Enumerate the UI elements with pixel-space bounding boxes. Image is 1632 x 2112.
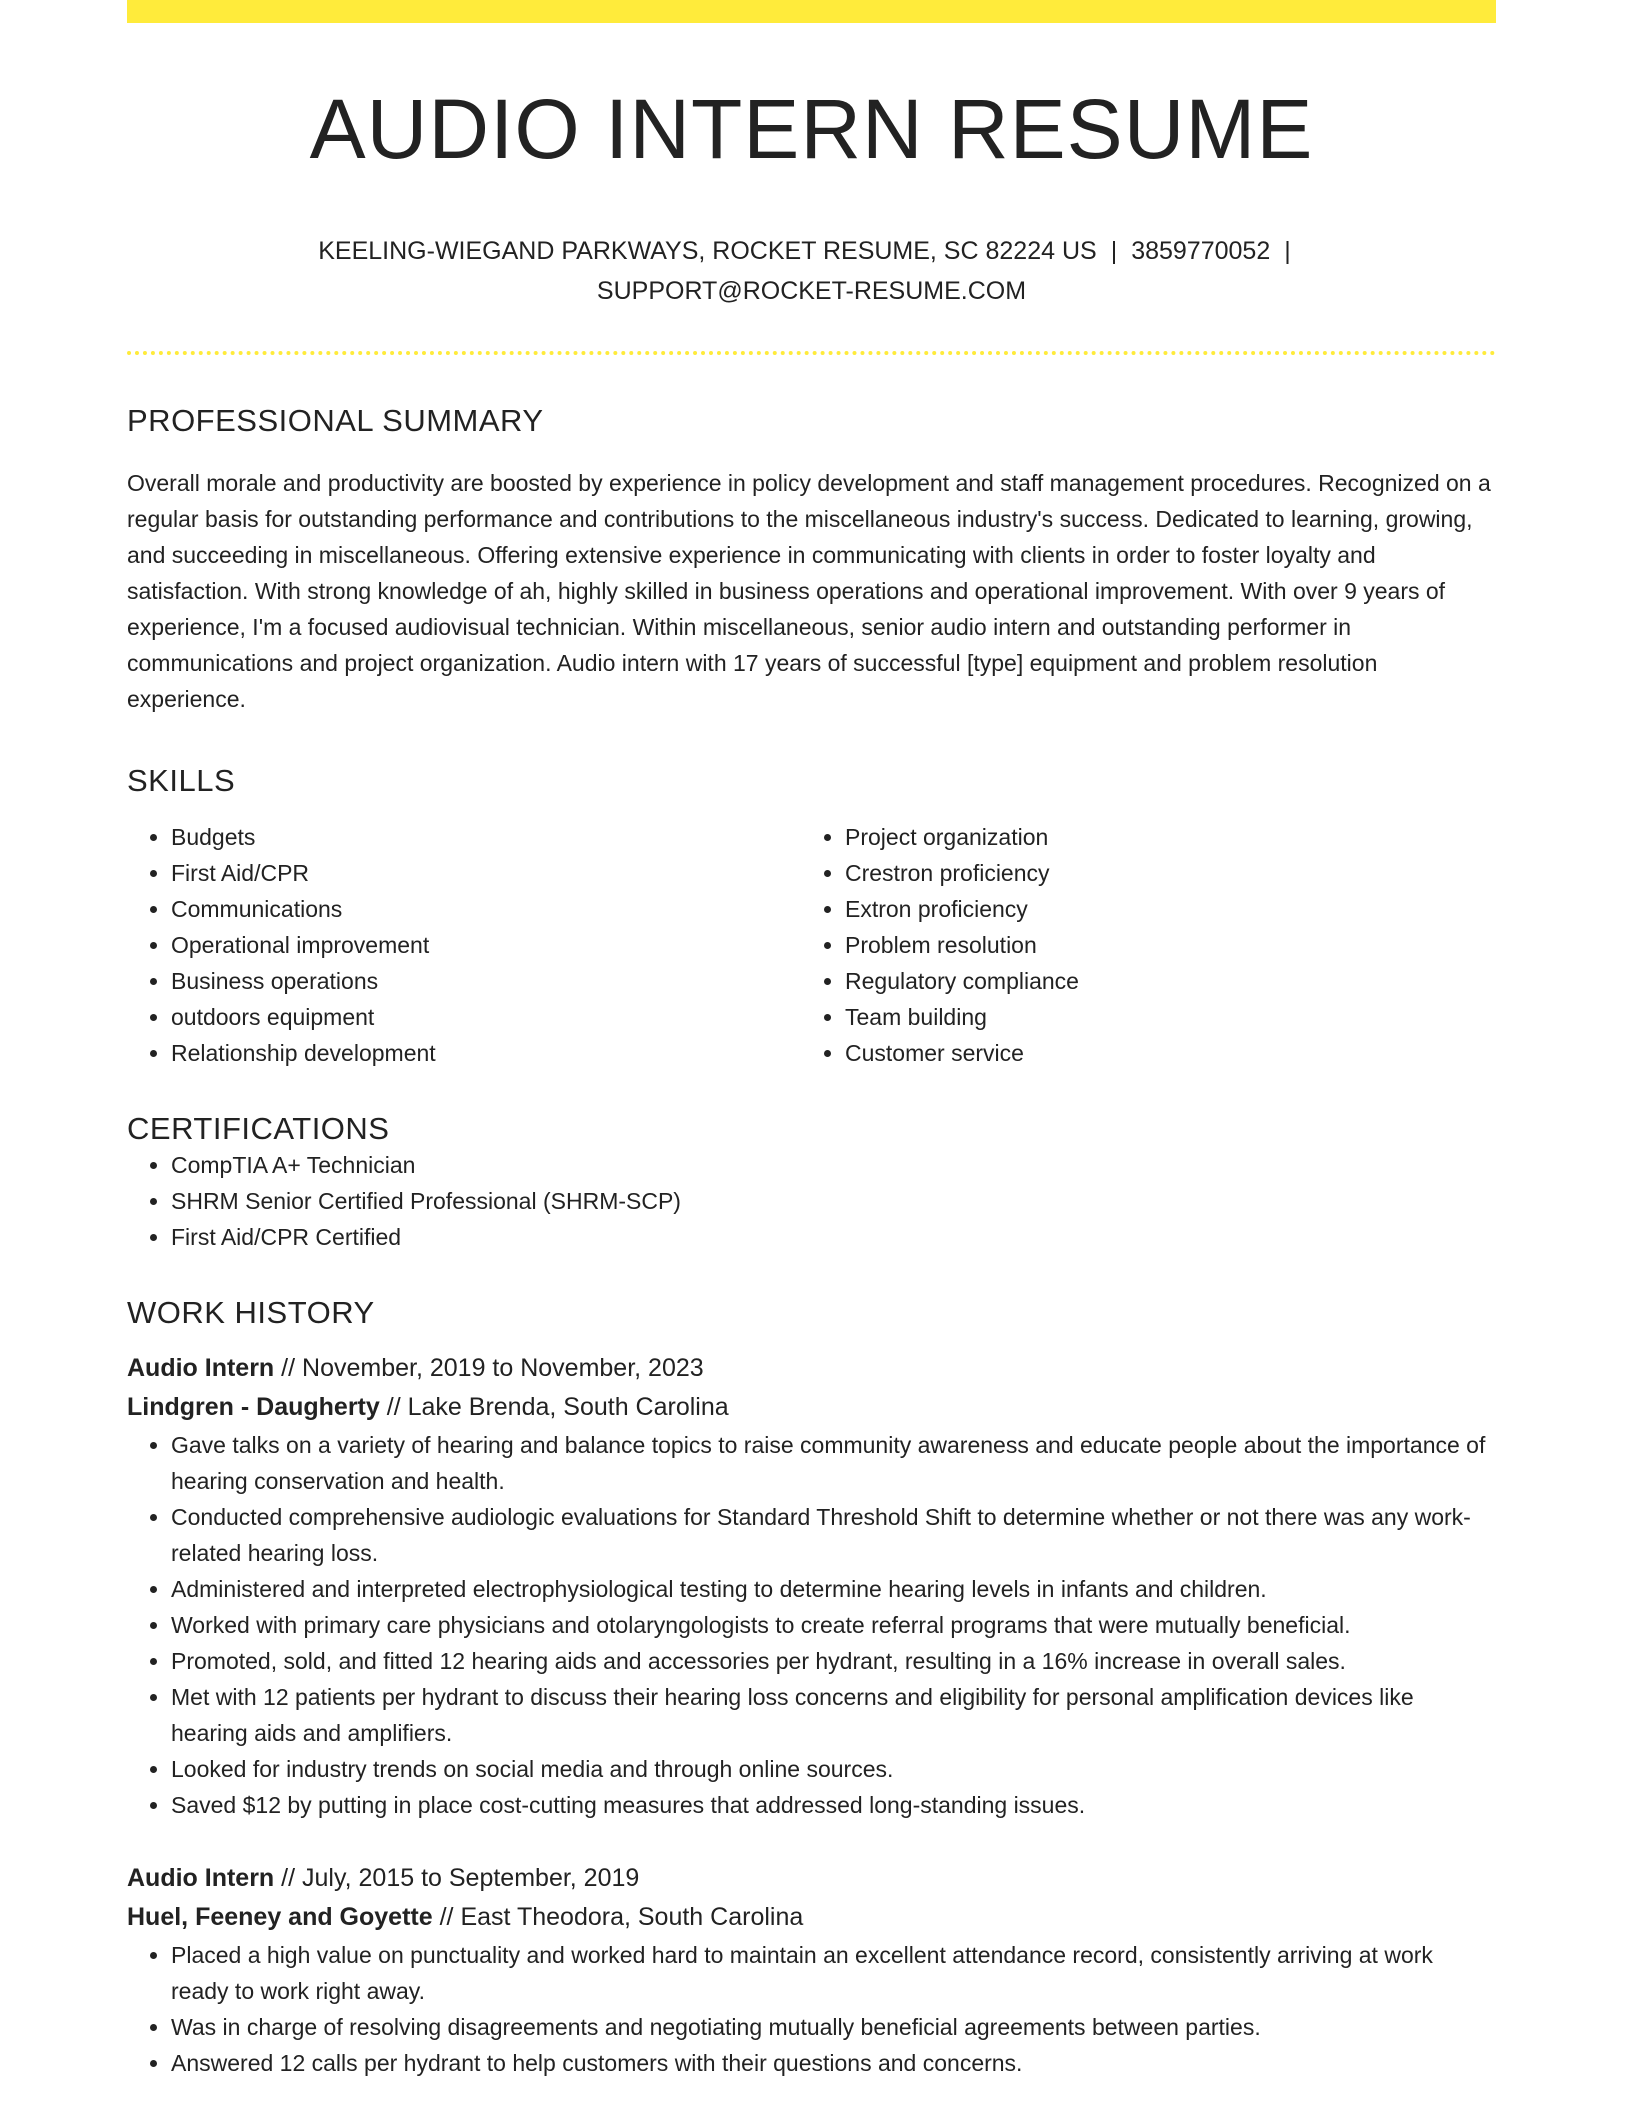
section-heading: PROFESSIONAL SUMMARY bbox=[127, 403, 544, 439]
resume-page bbox=[127, 0, 1496, 2081]
contact-separator: | bbox=[1110, 237, 1118, 266]
job-location: Lake Brenda, South Carolina bbox=[407, 1393, 729, 1422]
skill-item: • Project organization bbox=[845, 819, 1475, 855]
section-heading: WORK HISTORY bbox=[127, 1295, 375, 1331]
job-duty: • Looked for industry trends on social media and through online sources. bbox=[171, 1751, 1496, 1787]
job-dates: July, 2015 to September, 2019 bbox=[302, 1864, 640, 1893]
skills-grid bbox=[127, 819, 1496, 1071]
skills-list-right bbox=[801, 819, 1475, 1071]
certification-item: • CompTIA A+ Technician bbox=[171, 1147, 1496, 1183]
job-duty: • Placed a high value on punctuality and worked hard to maintain an excellent attendance record, consistently arriving at work ready to work right away. bbox=[171, 1937, 1496, 2009]
email: SUPPORT@ROCKET-RESUME.COM bbox=[596, 277, 1027, 306]
skills-column-right bbox=[801, 819, 1475, 1071]
job-entry bbox=[127, 1349, 1496, 1823]
job-title: Audio Intern bbox=[127, 1354, 275, 1383]
phone: 3859770052 bbox=[1131, 237, 1271, 266]
professional-summary-section bbox=[127, 403, 1496, 717]
job-duty: • Worked with primary care physicians and otolaryngologists to create referral programs that were mutually beneficial. bbox=[171, 1607, 1496, 1643]
certification-item: • First Aid/CPR Certified bbox=[171, 1219, 1496, 1255]
skill-item: • Budgets bbox=[171, 819, 801, 855]
company-name: Huel, Feeney and Goyette bbox=[127, 1903, 433, 1932]
contact-line-1 bbox=[127, 231, 1496, 271]
company-name: Lindgren - Daugherty bbox=[127, 1393, 380, 1422]
section-heading: CERTIFICATIONS bbox=[127, 1111, 390, 1147]
job-company-line bbox=[127, 1388, 1496, 1427]
skills-list-left bbox=[127, 819, 801, 1071]
job-separator: // bbox=[439, 1903, 454, 1932]
skill-item: • Regulatory compliance bbox=[845, 963, 1475, 999]
skill-item: • First Aid/CPR bbox=[171, 855, 801, 891]
job-duty: • Answered 12 calls per hydrant to help customers with their questions and concerns. bbox=[171, 2045, 1496, 2081]
skill-item: • Operational improvement bbox=[171, 927, 801, 963]
skill-item: • Business operations bbox=[171, 963, 801, 999]
address: KEELING-WIEGAND PARKWAYS, ROCKET RESUME, SC 82224 US bbox=[318, 237, 1097, 266]
contact-info bbox=[127, 231, 1496, 311]
job-title-line bbox=[127, 1859, 1496, 1898]
certifications-list bbox=[127, 1147, 1496, 1255]
job-duties-list bbox=[127, 1937, 1496, 2081]
job-company-line bbox=[127, 1898, 1496, 1937]
skill-item: • Customer service bbox=[845, 1035, 1475, 1071]
skill-item: • Crestron proficiency bbox=[845, 855, 1475, 891]
job-duty: • Gave talks on a variety of hearing and balance topics to raise community awareness and educate people about the importance of hearing conservation and health. bbox=[171, 1427, 1496, 1499]
skill-item: • Team building bbox=[845, 999, 1475, 1035]
job-duty: • Promoted, sold, and fitted 12 hearing aids and accessories per hydrant, resulting in a 16% increase in overall sales. bbox=[171, 1643, 1496, 1679]
skill-item: • Problem resolution bbox=[845, 927, 1475, 963]
certifications-section bbox=[127, 1111, 1496, 1255]
resume-title: AUDIO INTERN RESUME bbox=[309, 82, 1314, 176]
job-duty: • Met with 12 patients per hydrant to discuss their hearing loss concerns and eligibility for personal amplification devices like hearing aids and amplifiers. bbox=[171, 1679, 1496, 1751]
skill-item: • Extron proficiency bbox=[845, 891, 1475, 927]
skill-item: • Relationship development bbox=[171, 1035, 801, 1071]
job-duty: • Saved $12 by putting in place cost-cutting measures that addressed long-standing issues. bbox=[171, 1787, 1496, 1823]
accent-bar bbox=[127, 0, 1496, 23]
work-history-section bbox=[127, 1295, 1496, 2081]
job-location: East Theodora, South Carolina bbox=[460, 1903, 804, 1932]
job-separator: // bbox=[386, 1393, 401, 1422]
job-duties-list bbox=[127, 1427, 1496, 1823]
dotted-divider bbox=[127, 351, 1496, 355]
job-separator: // bbox=[281, 1864, 296, 1893]
job-separator: // bbox=[281, 1354, 296, 1383]
job-duty: • Conducted comprehensive audiologic evaluations for Standard Threshold Shift to determine whether or not there was any work-related hearing loss. bbox=[171, 1499, 1496, 1571]
section-heading: SKILLS bbox=[127, 763, 236, 799]
contact-separator: | bbox=[1284, 237, 1291, 266]
job-duty: • Administered and interpreted electrophysiological testing to determine hearing levels in infants and children. bbox=[171, 1571, 1496, 1607]
job-title-line bbox=[127, 1349, 1496, 1388]
job-title: Audio Intern bbox=[127, 1864, 275, 1893]
certification-item: • SHRM Senior Certified Professional (SHRM-SCP) bbox=[171, 1183, 1496, 1219]
summary-text: Overall morale and productivity are boosted by experience in policy development and staff management procedures. Recognized on a regular basis for outstanding performance and contributions to the miscellaneous industry's success. Dedicated to learning, growing, and succeeding in miscellaneous. Offering extensive experience in communicating with clients in order to foster loyalty and satisfaction. With strong knowledge of ah, highly skilled in business operations and operational improvement. With over 9 years of experience, I'm a focused audiovisual technician. Within miscellaneous, senior audio intern and outstanding performer in communications and project organization. Audio intern with 17 years of successful [type] equipment and problem resolution experience. bbox=[127, 470, 1491, 713]
skill-item: • Communications bbox=[171, 891, 801, 927]
skill-item: • outdoors equipment bbox=[171, 999, 801, 1035]
job-duty: • Was in charge of resolving disagreements and negotiating mutually beneficial agreements between parties. bbox=[171, 2009, 1496, 2045]
job-dates: November, 2019 to November, 2023 bbox=[302, 1354, 704, 1383]
skills-section bbox=[127, 763, 1496, 1071]
contact-line-2 bbox=[127, 271, 1496, 311]
skills-column-left bbox=[127, 819, 801, 1071]
job-entry bbox=[127, 1859, 1496, 2081]
